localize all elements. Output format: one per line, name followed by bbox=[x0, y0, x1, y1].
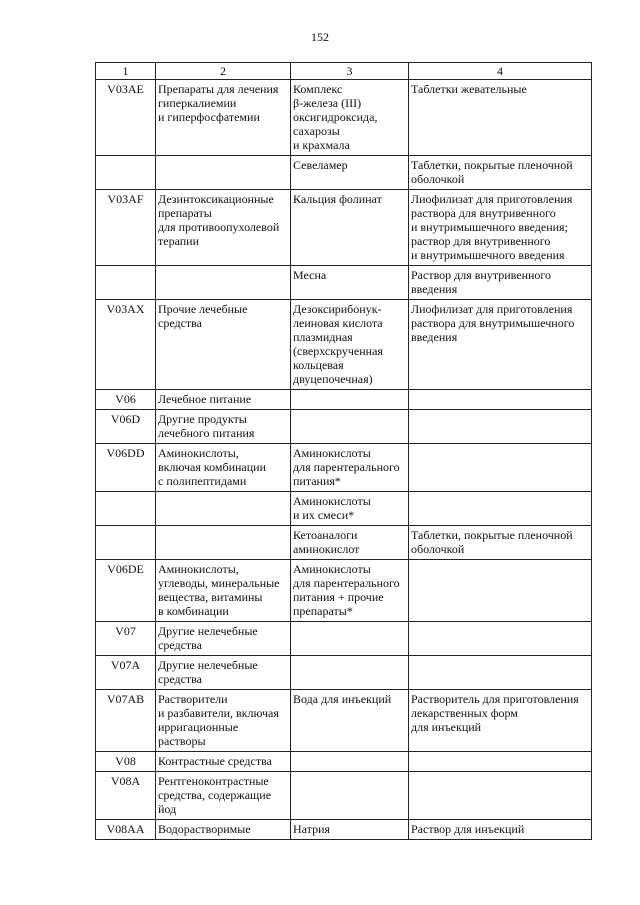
dosage-form-cell bbox=[409, 492, 592, 526]
group-cell bbox=[156, 156, 291, 190]
group-cell bbox=[156, 526, 291, 560]
table-row bbox=[96, 820, 592, 840]
table-row bbox=[96, 190, 592, 266]
table-row bbox=[96, 390, 592, 410]
code-cell: V08 bbox=[96, 752, 156, 772]
substance-cell: Месна bbox=[291, 266, 409, 300]
table-row bbox=[96, 156, 592, 190]
table-row bbox=[96, 266, 592, 300]
table-row bbox=[96, 752, 592, 772]
substance-cell: Аминокислоты для парентерального питания + прочие препараты* bbox=[291, 560, 409, 622]
code-cell: V03AF bbox=[96, 190, 156, 266]
column-header: 2 bbox=[156, 63, 291, 80]
dosage-form-cell bbox=[409, 390, 592, 410]
group-cell: Лечебное питание bbox=[156, 390, 291, 410]
substance-cell: Дезоксирибонук- леиновая кислота плазмидная (сверхскрученная кольцевая двуцепочечная) bbox=[291, 300, 409, 390]
code-cell: V08A bbox=[96, 772, 156, 820]
dosage-form-cell: Раствор для инъекций bbox=[409, 820, 592, 840]
dosage-form-cell bbox=[409, 772, 592, 820]
table-row bbox=[96, 772, 592, 820]
code-cell: V07A bbox=[96, 656, 156, 690]
code-cell: V06DE bbox=[96, 560, 156, 622]
substance-cell bbox=[291, 656, 409, 690]
table-row bbox=[96, 300, 592, 390]
group-cell: Дезинтоксикационные препараты для противоопухолевой терапии bbox=[156, 190, 291, 266]
group-cell: Водорастворимые bbox=[156, 820, 291, 840]
group-cell: Другие нелечебные средства bbox=[156, 656, 291, 690]
group-cell: Рентгеноконтрастные средства, содержащие йод bbox=[156, 772, 291, 820]
dosage-form-cell: Таблетки, покрытые пленочной оболочкой bbox=[409, 156, 592, 190]
substance-cell bbox=[291, 772, 409, 820]
table-row bbox=[96, 560, 592, 622]
group-cell: Контрастные средства bbox=[156, 752, 291, 772]
table-row bbox=[96, 526, 592, 560]
group-cell: Аминокислоты, включая комбинации с полипептидами bbox=[156, 444, 291, 492]
group-cell: Прочие лечебные средства bbox=[156, 300, 291, 390]
code-cell: V06 bbox=[96, 390, 156, 410]
substance-cell bbox=[291, 390, 409, 410]
substance-cell bbox=[291, 622, 409, 656]
table-row bbox=[96, 80, 592, 156]
substance-cell: Аминокислоты и их смеси* bbox=[291, 492, 409, 526]
dosage-form-cell: Лиофилизат для приготовления раствора для внутривенного и внутримышечного введения; раствор для внутривенного и внутримышечного введения bbox=[409, 190, 592, 266]
dosage-form-cell bbox=[409, 622, 592, 656]
drug-table bbox=[95, 62, 592, 840]
column-header: 1 bbox=[96, 63, 156, 80]
dosage-form-cell bbox=[409, 410, 592, 444]
dosage-form-cell bbox=[409, 656, 592, 690]
table-row bbox=[96, 656, 592, 690]
group-cell: Растворители и разбавители, включая ирригационные растворы bbox=[156, 690, 291, 752]
code-cell: V07AB bbox=[96, 690, 156, 752]
substance-cell: Аминокислоты для парентерального питания* bbox=[291, 444, 409, 492]
dosage-form-cell: Лиофилизат для приготовления раствора для внутримышечного введения bbox=[409, 300, 592, 390]
group-cell bbox=[156, 266, 291, 300]
code-cell: V07 bbox=[96, 622, 156, 656]
substance-cell: Вода для инъекций bbox=[291, 690, 409, 752]
code-cell bbox=[96, 526, 156, 560]
column-header: 4 bbox=[409, 63, 592, 80]
table-row bbox=[96, 444, 592, 492]
dosage-form-cell bbox=[409, 444, 592, 492]
table-row bbox=[96, 492, 592, 526]
dosage-form-cell bbox=[409, 752, 592, 772]
code-cell bbox=[96, 492, 156, 526]
dosage-form-cell: Таблетки жевательные bbox=[409, 80, 592, 156]
group-cell bbox=[156, 492, 291, 526]
dosage-form-cell: Растворитель для приготовления лекарственных форм для инъекций bbox=[409, 690, 592, 752]
code-cell: V06DD bbox=[96, 444, 156, 492]
substance-cell: Комплекс β-железа (III) оксигидроксида, сахарозы и крахмала bbox=[291, 80, 409, 156]
substance-cell: Натрия bbox=[291, 820, 409, 840]
table-row bbox=[96, 410, 592, 444]
group-cell: Другие продукты лечебного питания bbox=[156, 410, 291, 444]
page-number: 152 bbox=[311, 30, 329, 44]
substance-cell: Кальция фолинат bbox=[291, 190, 409, 266]
column-header: 3 bbox=[291, 63, 409, 80]
code-cell: V08AA bbox=[96, 820, 156, 840]
substance-cell bbox=[291, 752, 409, 772]
dosage-form-cell: Таблетки, покрытые пленочной оболочкой bbox=[409, 526, 592, 560]
substance-cell: Севеламер bbox=[291, 156, 409, 190]
group-cell: Другие нелечебные средства bbox=[156, 622, 291, 656]
table-row bbox=[96, 690, 592, 752]
code-cell bbox=[96, 156, 156, 190]
group-cell: Препараты для лечения гиперкалиемии и гиперфосфатемии bbox=[156, 80, 291, 156]
dosage-form-cell bbox=[409, 560, 592, 622]
table-header-row bbox=[96, 63, 592, 80]
code-cell: V03AE bbox=[96, 80, 156, 156]
code-cell: V03AX bbox=[96, 300, 156, 390]
dosage-form-cell: Раствор для внутривенного введения bbox=[409, 266, 592, 300]
group-cell: Аминокислоты, углеводы, минеральные вещества, витамины в комбинации bbox=[156, 560, 291, 622]
substance-cell: Кетоаналоги аминокислот bbox=[291, 526, 409, 560]
code-cell bbox=[96, 266, 156, 300]
code-cell: V06D bbox=[96, 410, 156, 444]
table-body bbox=[96, 80, 592, 840]
table-row bbox=[96, 622, 592, 656]
substance-cell bbox=[291, 410, 409, 444]
